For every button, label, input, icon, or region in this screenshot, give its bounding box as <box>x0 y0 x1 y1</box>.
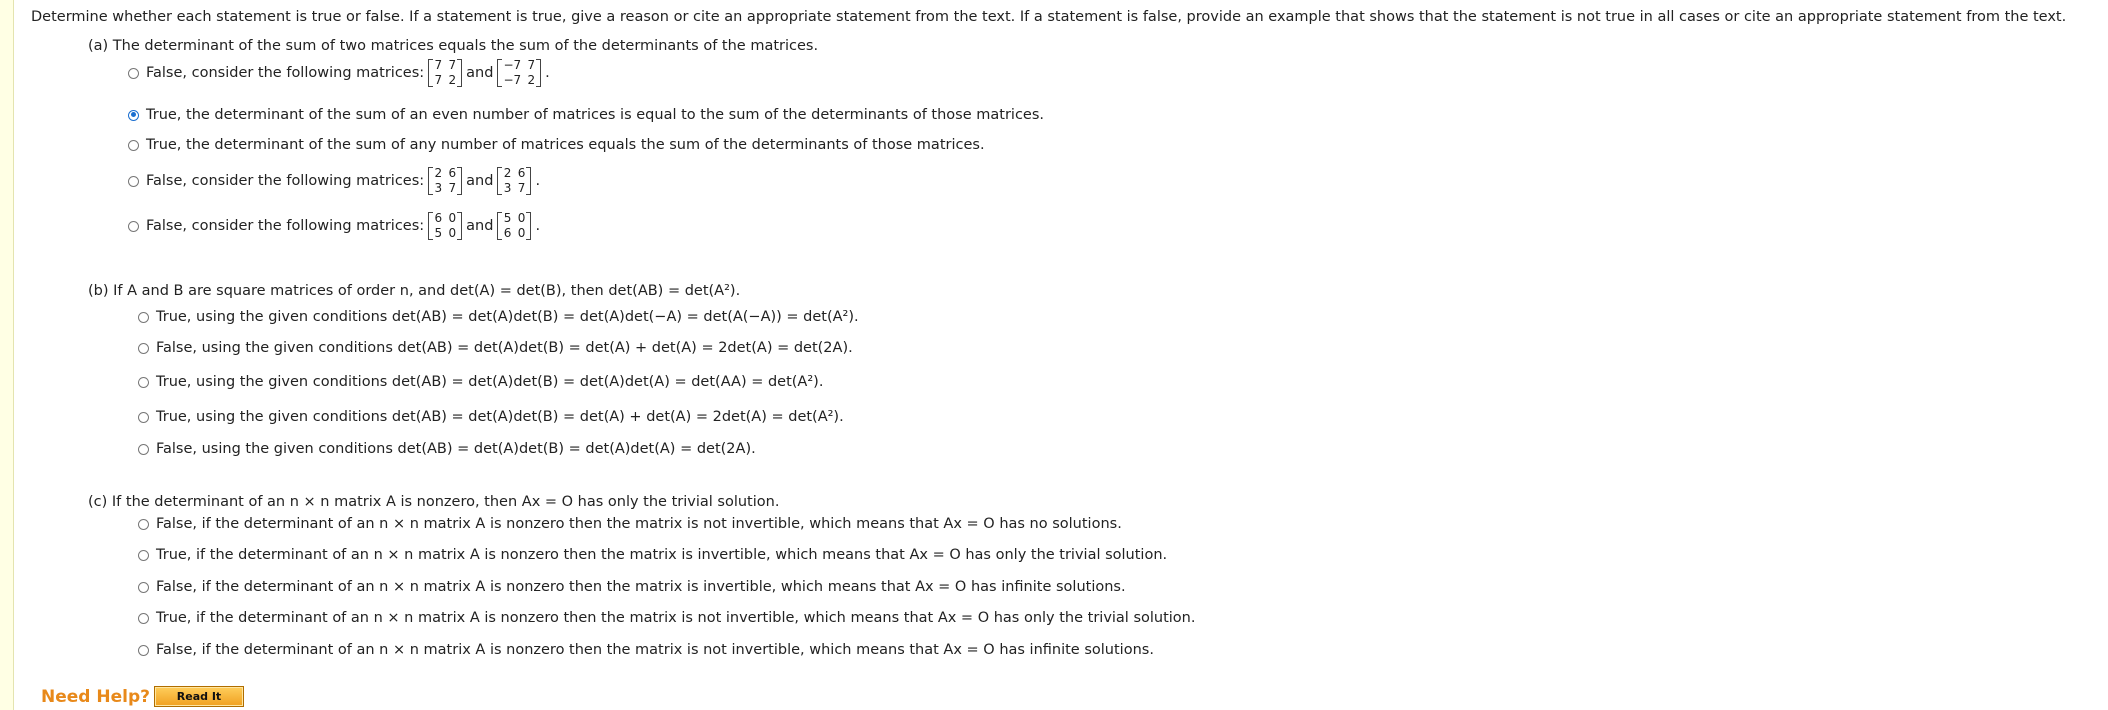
need-help-label: Need Help? <box>41 687 150 707</box>
matrix: 5 0 6 0 <box>497 211 531 241</box>
radio-button[interactable] <box>138 377 149 388</box>
part-a-option-3[interactable]: True, the determinant of the sum of any number of matrices equals the sum of the determinants of those matrices. <box>128 137 985 153</box>
part-c-option-1[interactable]: False, if the determinant of an n × n matrix A is nonzero then the matrix is not invertible, which means that Ax = O has no solutions. <box>138 516 1122 532</box>
radio-button[interactable] <box>138 412 149 423</box>
matrix: 6 0 5 0 <box>428 211 462 241</box>
matrix: 2 6 3 7 <box>428 166 462 196</box>
part-a-option-5[interactable]: False, consider the following matrices: 6 0 5 0 and 5 0 6 0 . <box>128 211 540 241</box>
radio-button[interactable] <box>138 645 149 656</box>
read-it-button[interactable]: Read It <box>154 686 244 707</box>
part-c-option-5[interactable]: False, if the determinant of an n × n matrix A is nonzero then the matrix is not invertible, which means that Ax = O has infinite solutions. <box>138 642 1154 658</box>
matrix: 2 6 3 7 <box>497 166 531 196</box>
part-c-option-2[interactable]: True, if the determinant of an n × n matrix A is nonzero then the matrix is invertible, which means that Ax = O has only the trivial solution. <box>138 547 1167 563</box>
radio-button[interactable] <box>138 444 149 455</box>
part-b-question: (b) If A and B are square matrices of order n, and det(A) = det(B), then det(AB) = det(A²). <box>88 283 741 299</box>
radio-button[interactable] <box>128 140 139 151</box>
part-a-option-2[interactable]: True, the determinant of the sum of an even number of matrices is equal to the sum of the determinants of those matrices. <box>128 107 1044 123</box>
matrix: 7 7 7 2 <box>428 58 462 88</box>
part-b-option-3[interactable]: True, using the given conditions det(AB) = det(A)det(B) = det(A)det(A) = det(AA) = det(A²). <box>138 374 823 390</box>
matrix: −7 7 −7 2 <box>497 58 541 88</box>
radio-button[interactable] <box>138 312 149 323</box>
radio-button[interactable] <box>128 221 139 232</box>
radio-button[interactable] <box>128 68 139 79</box>
part-a-option-4[interactable]: False, consider the following matrices: 2 6 3 7 and 2 6 3 7 . <box>128 166 540 196</box>
radio-button[interactable] <box>138 582 149 593</box>
radio-button[interactable] <box>128 176 139 187</box>
part-b-option-2[interactable]: False, using the given conditions det(AB) = det(A)det(B) = det(A) + det(A) = 2det(A) = det(2A). <box>138 340 853 356</box>
radio-button-selected[interactable] <box>128 110 139 121</box>
part-b-option-1[interactable]: True, using the given conditions det(AB) = det(A)det(B) = det(A)det(−A) = det(A(−A)) = det(A²). <box>138 309 859 325</box>
radio-button[interactable] <box>138 550 149 561</box>
radio-button[interactable] <box>138 613 149 624</box>
part-c-option-4[interactable]: True, if the determinant of an n × n matrix A is nonzero then the matrix is not invertible, which means that Ax = O has only the trivial solution. <box>138 610 1195 626</box>
part-c-question: (c) If the determinant of an n × n matrix A is nonzero, then Ax = O has only the trivial solution. <box>88 494 780 510</box>
part-c-option-3[interactable]: False, if the determinant of an n × n matrix A is nonzero then the matrix is invertible, which means that Ax = O has infinite solutions. <box>138 579 1126 595</box>
part-a-option-1[interactable]: False, consider the following matrices: 7 7 7 2 and −7 7 −7 2 . <box>128 58 550 88</box>
left-margin-bar <box>0 0 14 710</box>
part-b-option-5[interactable]: False, using the given conditions det(AB) = det(A)det(B) = det(A)det(A) = det(2A). <box>138 441 756 457</box>
part-a-question: (a) The determinant of the sum of two matrices equals the sum of the determinants of the matrices. <box>88 38 819 54</box>
part-b-option-4[interactable]: True, using the given conditions det(AB) = det(A)det(B) = det(A) + det(A) = 2det(A) = det(A²). <box>138 409 844 425</box>
instructions: Determine whether each statement is true or false. If a statement is true, give a reason or cite an appropriate statement from the text. If a statement is false, provide an example that shows that the statement is not true in all cases or cite an appropriate statement from the text. <box>31 9 2067 25</box>
radio-button[interactable] <box>138 519 149 530</box>
radio-button[interactable] <box>138 343 149 354</box>
